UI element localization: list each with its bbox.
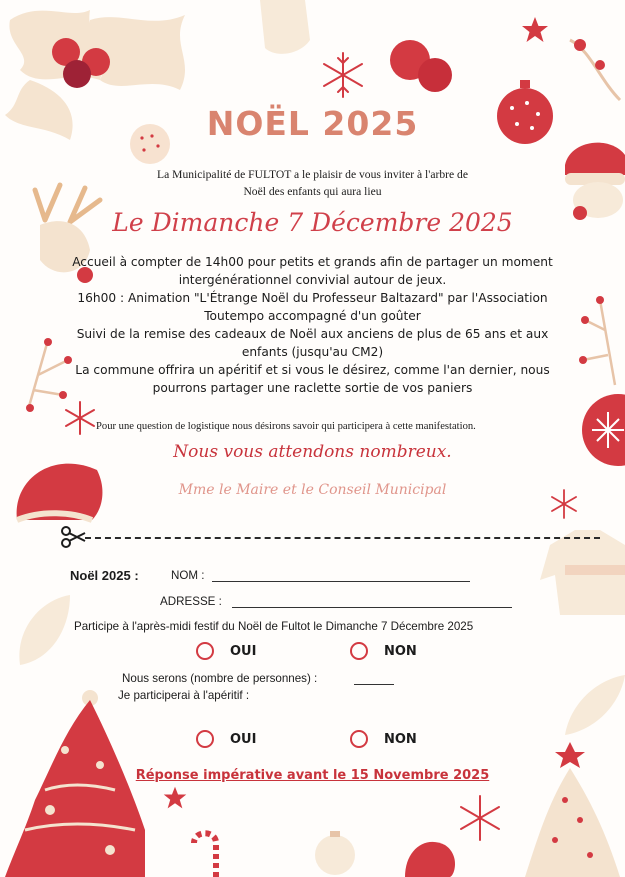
aperitif-label: Je participerai à l'apéritif : xyxy=(118,689,250,702)
program-line: 16h00 : Animation "L'Étrange Noël du Professeur Baltazard" par l'Association xyxy=(77,291,548,305)
leaf-decoration xyxy=(555,670,625,740)
scissors-icon xyxy=(60,526,86,548)
berry-3 xyxy=(63,60,91,88)
closing-message: Nous vous attendons nombreux. xyxy=(173,442,452,462)
no-label: NON xyxy=(384,731,417,747)
name-label: NOM : xyxy=(171,569,205,582)
yes-label: OUI xyxy=(230,643,257,659)
page-title: NOËL 2025 xyxy=(206,104,419,143)
stocking-decoration xyxy=(250,0,320,60)
christmas-tree-icon xyxy=(515,740,625,877)
form-heading: Noël 2025 : xyxy=(70,568,139,583)
program-line: Toutempo accompagné d'un goûter xyxy=(204,309,421,323)
star-icon xyxy=(162,785,188,811)
no-label: NON xyxy=(384,643,417,659)
snowflake-icon xyxy=(318,50,368,100)
name-field[interactable] xyxy=(212,581,470,582)
mitten-decoration xyxy=(400,835,460,877)
program-line: La commune offrira un apéritif et si vous le désirez, comme l'an dernier, nous xyxy=(75,363,550,377)
yes-label: OUI xyxy=(230,731,257,747)
holly-branch-right xyxy=(575,290,625,390)
people-count-label: Nous serons (nombre de personnes) : xyxy=(122,672,318,685)
snowflake-icon xyxy=(455,793,505,843)
program-line: intergénérationnel convivial autour de jeux. xyxy=(178,273,447,287)
candy-cane-icon xyxy=(186,828,226,877)
logistics-note: Pour une question de logistique nous désirons savoir qui participera à cette manifestation. xyxy=(96,421,476,432)
cut-line xyxy=(85,537,600,539)
program-line: pourrons partager une raclette sortie de vos paniers xyxy=(152,381,473,395)
ornament-icon xyxy=(380,20,460,100)
aperitif-yes-option[interactable] xyxy=(196,730,256,748)
program-line: Accueil à compter de 14h00 pour petits et grands afin de partager un moment xyxy=(72,255,553,269)
participate-no-option[interactable] xyxy=(350,642,417,660)
radio-yes[interactable] xyxy=(196,642,214,660)
intro-line-1: La Municipalité de FULTOT a le plaisir de vous inviter à l'arbre de xyxy=(157,168,468,181)
participate-label: Participe à l'après-midi festif du Noël de Fultot le Dimanche 7 Décembre 2025 xyxy=(74,620,474,633)
response-deadline: Réponse impérative avant le 15 Novembre 2025 xyxy=(135,768,490,783)
signature: Mme le Maire et le Conseil Municipal xyxy=(178,482,447,498)
aperitif-no-option[interactable] xyxy=(350,730,417,748)
participate-yes-option[interactable] xyxy=(196,642,256,660)
star-icon xyxy=(520,15,550,45)
holly-top-right xyxy=(560,30,625,110)
intro-line-2: Noël des enfants qui aura lieu xyxy=(243,185,382,198)
program-text xyxy=(60,253,565,397)
people-count-field[interactable] xyxy=(354,684,394,685)
event-date: Le Dimanche 7 Décembre 2025 xyxy=(112,208,513,237)
address-label: ADRESSE : xyxy=(160,595,222,608)
christmas-tree-icon xyxy=(5,690,145,877)
program-line: enfants (jusqu'au CM2) xyxy=(241,345,384,359)
ornament-icon xyxy=(310,825,360,875)
program-line: Suivi de la remise des cadeaux de Noël aux anciens de plus de 65 ans et aux xyxy=(76,327,549,341)
radio-no[interactable] xyxy=(350,642,368,660)
radio-yes[interactable] xyxy=(196,730,214,748)
radio-no[interactable] xyxy=(350,730,368,748)
intro-text xyxy=(0,166,625,200)
address-field[interactable] xyxy=(232,607,512,608)
leaf-decoration xyxy=(10,590,80,670)
